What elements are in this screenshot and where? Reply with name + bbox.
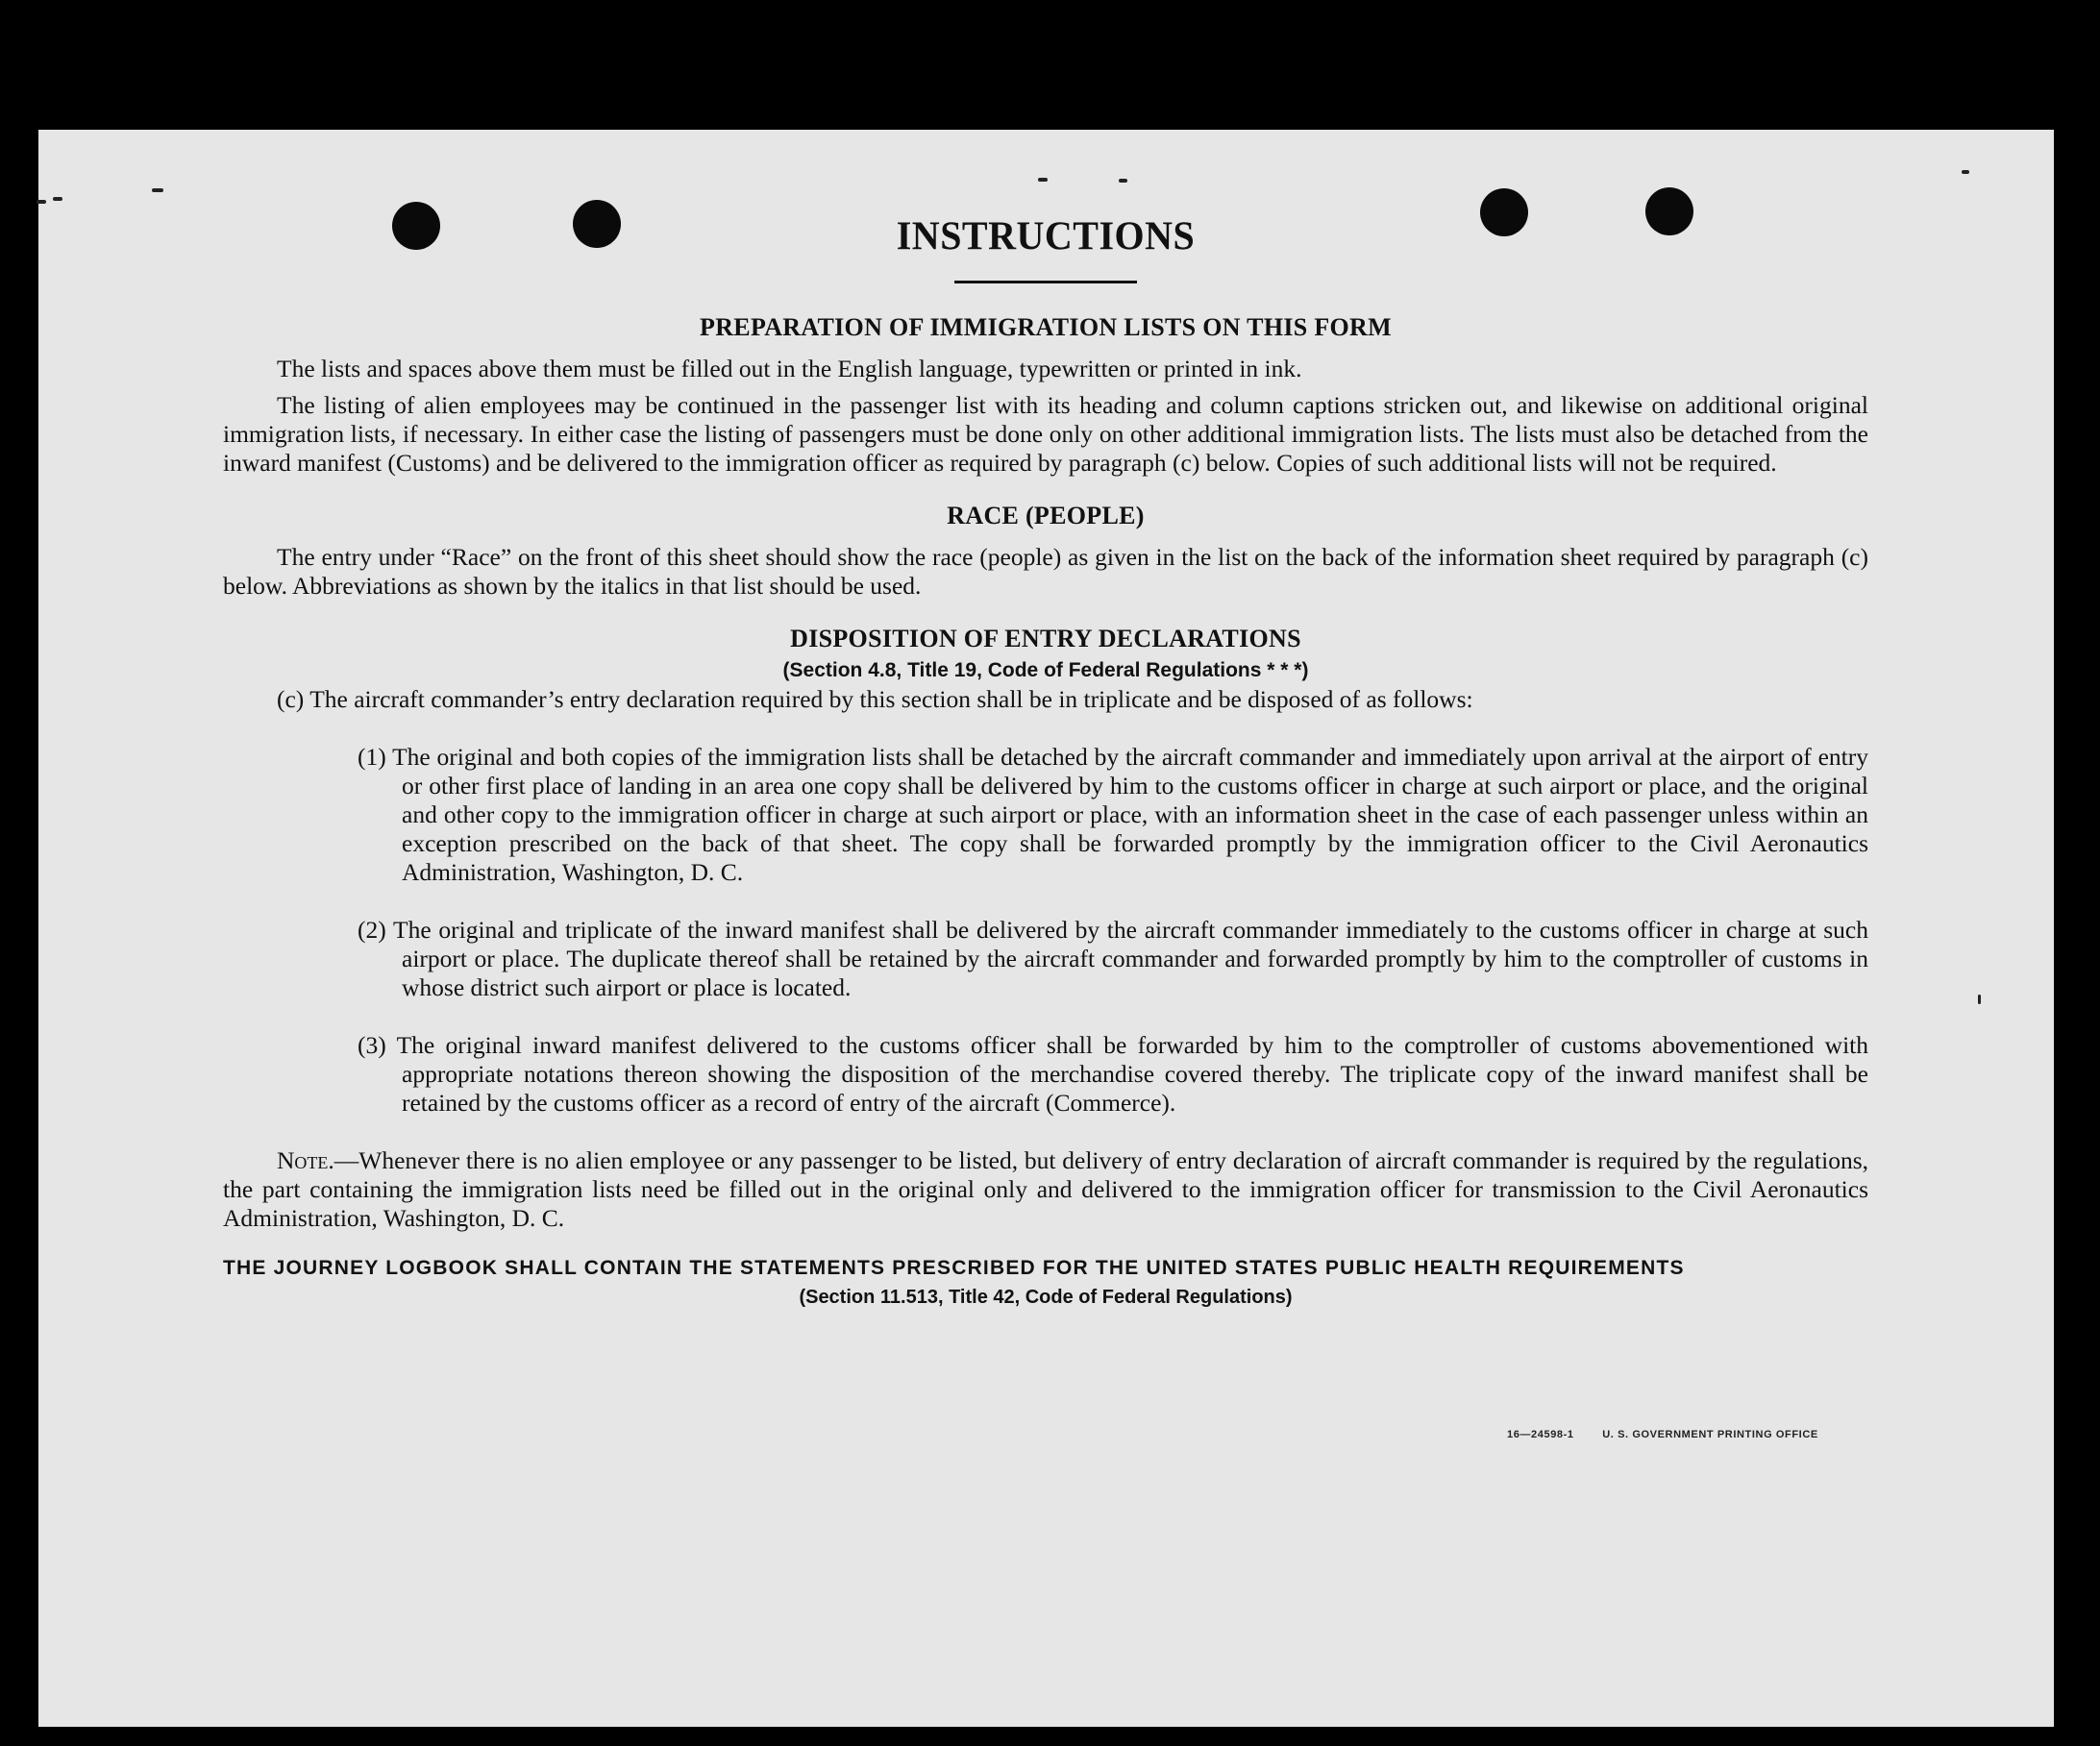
disposition-item-1: (1) The original and both copies of the immigration lists shall be detached by the aircraft commander and immediately upon arrival at the airport of entry or other first place of landing in an area one copy shall be delivered by him to the customs officer in charge at such airport or place, and the original and other copy to the immigration officer in charge at such airport or place, with an information sheet in the case of each passenger unless within an exception prescribed on the back of that sheet. The copy shall be forwarded promptly by the immigration officer to the Civil Aeronautics Administration, Washington, D. C. [358,743,1868,886]
logbook-statement: THE JOURNEY LOGBOOK SHALL CONTAIN THE STATEMENTS PRESCRIBED FOR THE UNITED STATES PUBLIC HEALTH REQUIREMENTS [223,1257,1685,1279]
speck-mark [1119,179,1127,183]
preparation-paragraph-2: The listing of alien employees may be continued in the passenger list with its heading and column captions stricken out, and likewise on additional original immigration lists, if necessary. In either case the listing of passengers must be done only on other additional immigration lists. The lists must also be detached from the inward manifest (Customs) and be delivered to the immigration officer as required by paragraph (c) below. Copies of such additional lists will not be required. [223,391,1868,477]
printer-name: U. S. GOVERNMENT PRINTING OFFICE [1602,1429,1818,1440]
instructions-body [223,209,1868,1312]
speck-mark [1978,995,1981,1004]
title-underline [954,281,1137,283]
race-heading: RACE (PEOPLE) [947,502,1145,529]
disposition-item-2: (2) The original and triplicate of the inward manifest shall be delivered by the aircraft commander immediately to the customs officer in charge at such airport or place. The duplicate thereof shall be retained by the aircraft commander and forwarded promptly by him to the comptroller of customs in whose district such airport or place is located. [358,916,1868,1001]
disposition-citation: (Section 4.8, Title 19, Code of Federal Regulations * * *) [782,659,1309,681]
form-number: 16—24598-1 [1507,1429,1574,1440]
speck-mark [37,200,46,204]
note-lead: Note. [277,1146,334,1174]
preparation-heading: PREPARATION OF IMMIGRATION LISTS ON THIS FORM [700,313,1392,341]
note-text: —Whenever there is no alien employee or any passenger to be listed, but delivery of entry declaration of aircraft commander is required by the regulations, the part containing the immigration lists need be filled out in the original only and delivered to the immigration officer for transmission to the Civil Aeronautics Administration, Washington, D. C. [223,1146,1868,1232]
disposition-intro: (c) The aircraft commander’s entry declaration required by this section shall be in triplicate and be disposed of as follows: [277,685,1473,713]
speck-mark [152,188,163,192]
printer-imprint [1507,1429,1818,1440]
speck-mark [53,197,62,201]
race-paragraph: The entry under “Race” on the front of this sheet should show the race (people) as given in the list on the back of the information sheet required by paragraph (c) below. Abbreviations as shown by the italics in that list should be used. [223,543,1868,600]
page-title: INSTRUCTIONS [896,212,1196,259]
logbook-citation: (Section 11.513, Title 42, Code of Federal Regulations) [799,1287,1293,1308]
note-paragraph [223,1146,1868,1233]
disposition-heading: DISPOSITION OF ENTRY DECLARATIONS [790,625,1301,652]
preparation-paragraph-1: The lists and spaces above them must be filled out in the English language, typewritten or printed in ink. [277,355,1302,382]
disposition-item-3: (3) The original inward manifest delivered to the customs officer shall be forwarded by him to the comptroller of customs abovementioned with appropriate notations thereon showing the disposition of the merchandise covered thereby. The triplicate copy of the inward manifest shall be retained by the customs officer as a record of entry of the aircraft (Commerce). [358,1031,1868,1117]
speck-mark [1962,170,1969,174]
speck-mark [1038,178,1048,182]
